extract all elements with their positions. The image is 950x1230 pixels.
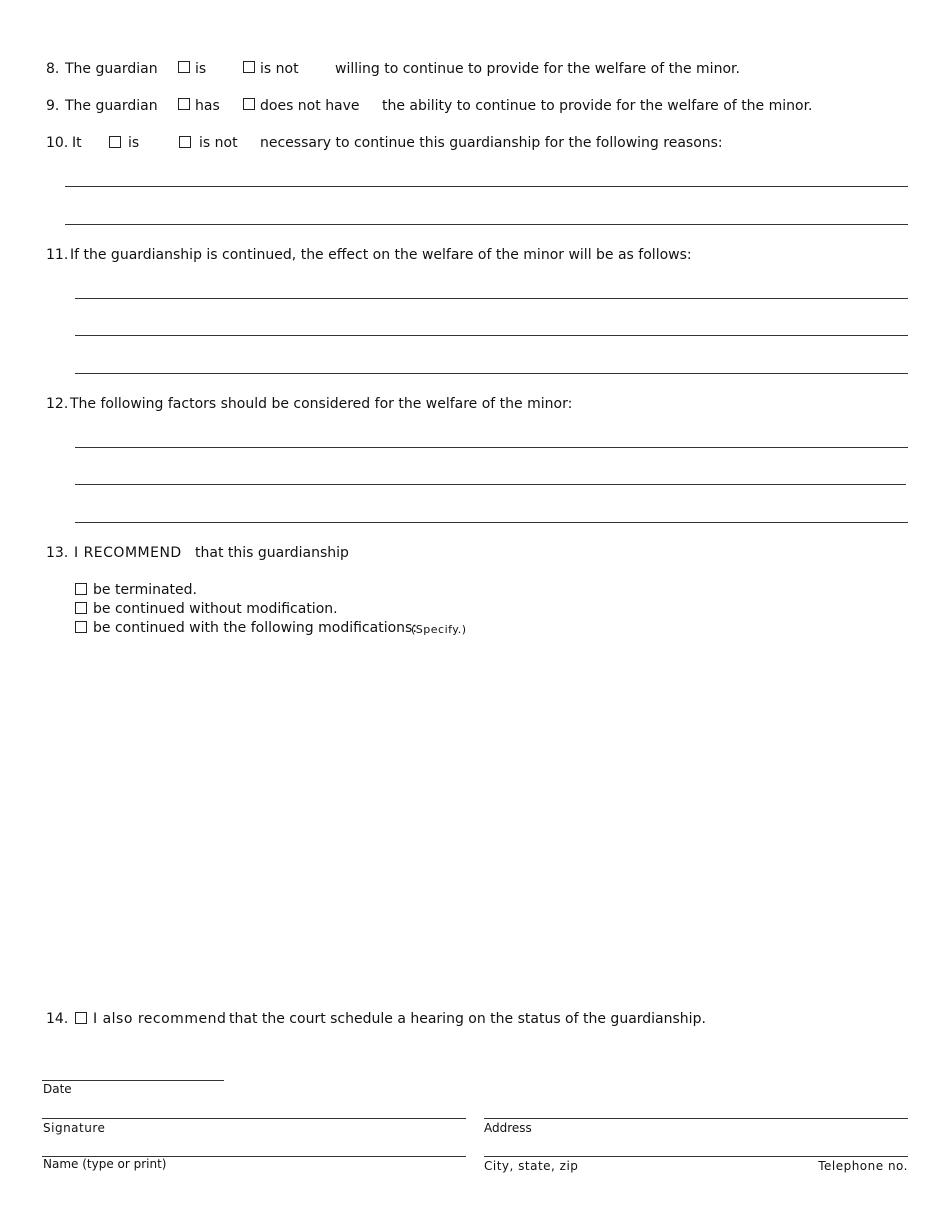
item-14-checkbox[interactable] xyxy=(75,1012,87,1024)
item-13-number: 13. xyxy=(46,545,69,561)
item-8-is-not-checkbox[interactable] xyxy=(243,61,255,73)
item-8-lead: The guardian xyxy=(65,61,158,77)
item-13-modifications-area[interactable] xyxy=(75,645,908,985)
item-10-is-label: is xyxy=(128,135,140,151)
item-9-has-label: has xyxy=(195,98,220,114)
item-10-number: 10. xyxy=(46,135,69,151)
city-state-zip-line[interactable] xyxy=(484,1156,908,1157)
item-10-is-not-label: is not xyxy=(199,135,238,151)
item-9-does-not-have-label: does not have xyxy=(260,98,360,114)
item-9-number: 9. xyxy=(46,98,60,114)
item-8-number: 8. xyxy=(46,61,60,77)
item-8-is-label: is xyxy=(195,61,207,77)
item-10-text: necessary to continue this guardianship for the following reasons: xyxy=(260,135,723,151)
signature-label: Signature xyxy=(43,1121,106,1135)
item-13-text: that this guardianship xyxy=(195,545,349,561)
item-8-text: willing to continue to provide for the welfare of the minor. xyxy=(335,61,740,77)
telephone-label: Telephone no. xyxy=(818,1159,908,1173)
item-13-terminated-label: be terminated. xyxy=(93,582,197,598)
item-10-answer-line-1[interactable] xyxy=(65,186,908,187)
item-11-answer-line-1[interactable] xyxy=(75,298,908,299)
item-12-answer-line-1[interactable] xyxy=(75,447,908,448)
item-8-is-not-label: is not xyxy=(260,61,299,77)
item-12-text: The following factors should be considered for the welfare of the minor: xyxy=(70,396,573,412)
item-11-answer-line-2[interactable] xyxy=(75,335,908,336)
item-13-continued-checkbox[interactable] xyxy=(75,602,87,614)
item-9-does-not-have-checkbox[interactable] xyxy=(243,98,255,110)
item-13-specify-note: (Specify.) xyxy=(411,623,467,636)
date-label: Date xyxy=(43,1082,72,1096)
item-14-number: 14. xyxy=(46,1011,69,1027)
address-label: Address xyxy=(484,1121,532,1135)
address-line[interactable] xyxy=(484,1118,908,1119)
item-13-continued-label: be continued without modification. xyxy=(93,601,338,617)
city-state-zip-label: City, state, zip xyxy=(484,1159,579,1173)
item-12-answer-line-2[interactable] xyxy=(75,484,906,485)
item-11-number: 11. xyxy=(46,247,69,263)
item-10-is-not-checkbox[interactable] xyxy=(179,136,191,148)
item-11-text: If the guardianship is continued, the effect on the welfare of the minor will be as follows: xyxy=(70,247,692,263)
item-14-lead: I also recommend xyxy=(93,1011,227,1027)
item-9-has-checkbox[interactable] xyxy=(178,98,190,110)
signature-line[interactable] xyxy=(42,1118,466,1119)
item-14-text: that the court schedule a hearing on the status of the guardianship. xyxy=(229,1011,706,1027)
item-10-lead: It xyxy=(72,135,82,151)
item-13-lead: I RECOMMEND xyxy=(74,545,182,561)
item-13-modifications-label: be continued with the following modifications: xyxy=(93,620,418,636)
item-10-is-checkbox[interactable] xyxy=(109,136,121,148)
item-11-answer-line-3[interactable] xyxy=(75,373,908,374)
name-label: Name (type or print) xyxy=(43,1157,167,1171)
date-line[interactable] xyxy=(42,1080,224,1081)
item-8-is-checkbox[interactable] xyxy=(178,61,190,73)
item-12-number: 12. xyxy=(46,396,69,412)
item-13-terminated-checkbox[interactable] xyxy=(75,583,87,595)
item-9-lead: The guardian xyxy=(65,98,158,114)
item-10-answer-line-2[interactable] xyxy=(65,224,908,225)
item-9-text: the ability to continue to provide for the welfare of the minor. xyxy=(382,98,813,114)
item-13-modifications-checkbox[interactable] xyxy=(75,621,87,633)
item-12-answer-line-3[interactable] xyxy=(75,522,908,523)
